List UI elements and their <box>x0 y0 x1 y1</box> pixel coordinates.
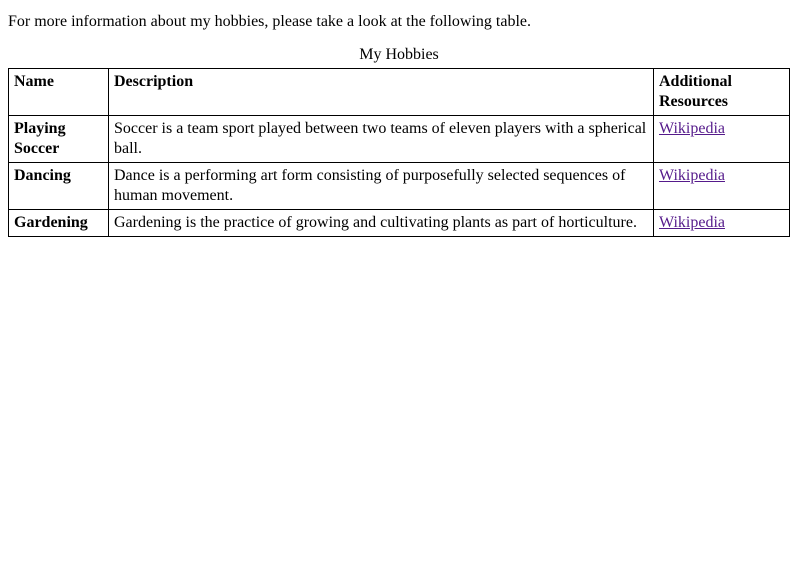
table-caption: My Hobbies <box>359 46 439 63</box>
table-row <box>9 116 790 163</box>
cell-description: Soccer is a team sport played between two teams of eleven players with a spherical ball. <box>109 116 654 163</box>
wikipedia-link[interactable]: Wikipedia <box>659 167 725 184</box>
document-page <box>0 0 799 237</box>
hobbies-table <box>8 46 790 237</box>
cell-resource <box>654 210 790 237</box>
cell-resource <box>654 163 790 210</box>
cell-resource <box>654 116 790 163</box>
wikipedia-link[interactable]: Wikipedia <box>659 120 725 137</box>
cell-name: Dancing <box>9 163 109 210</box>
table-header <box>9 69 790 116</box>
table-row <box>9 210 790 237</box>
table-body <box>9 116 790 237</box>
wikipedia-link[interactable]: Wikipedia <box>659 214 725 231</box>
cell-name: Playing Soccer <box>9 116 109 163</box>
cell-description: Gardening is the practice of growing and cultivating plants as part of horticulture. <box>109 210 654 237</box>
column-header-additional-resources: Additional Resources <box>654 69 790 116</box>
column-header-description: Description <box>109 69 654 116</box>
cell-name: Gardening <box>9 210 109 237</box>
column-header-name: Name <box>9 69 109 116</box>
table-row <box>9 163 790 210</box>
intro-paragraph: For more information about my hobbies, please take a look at the following table. <box>8 13 531 30</box>
cell-description: Dance is a performing art form consisting of purposefully selected sequences of human movement. <box>109 163 654 210</box>
table-header-row <box>9 69 790 116</box>
